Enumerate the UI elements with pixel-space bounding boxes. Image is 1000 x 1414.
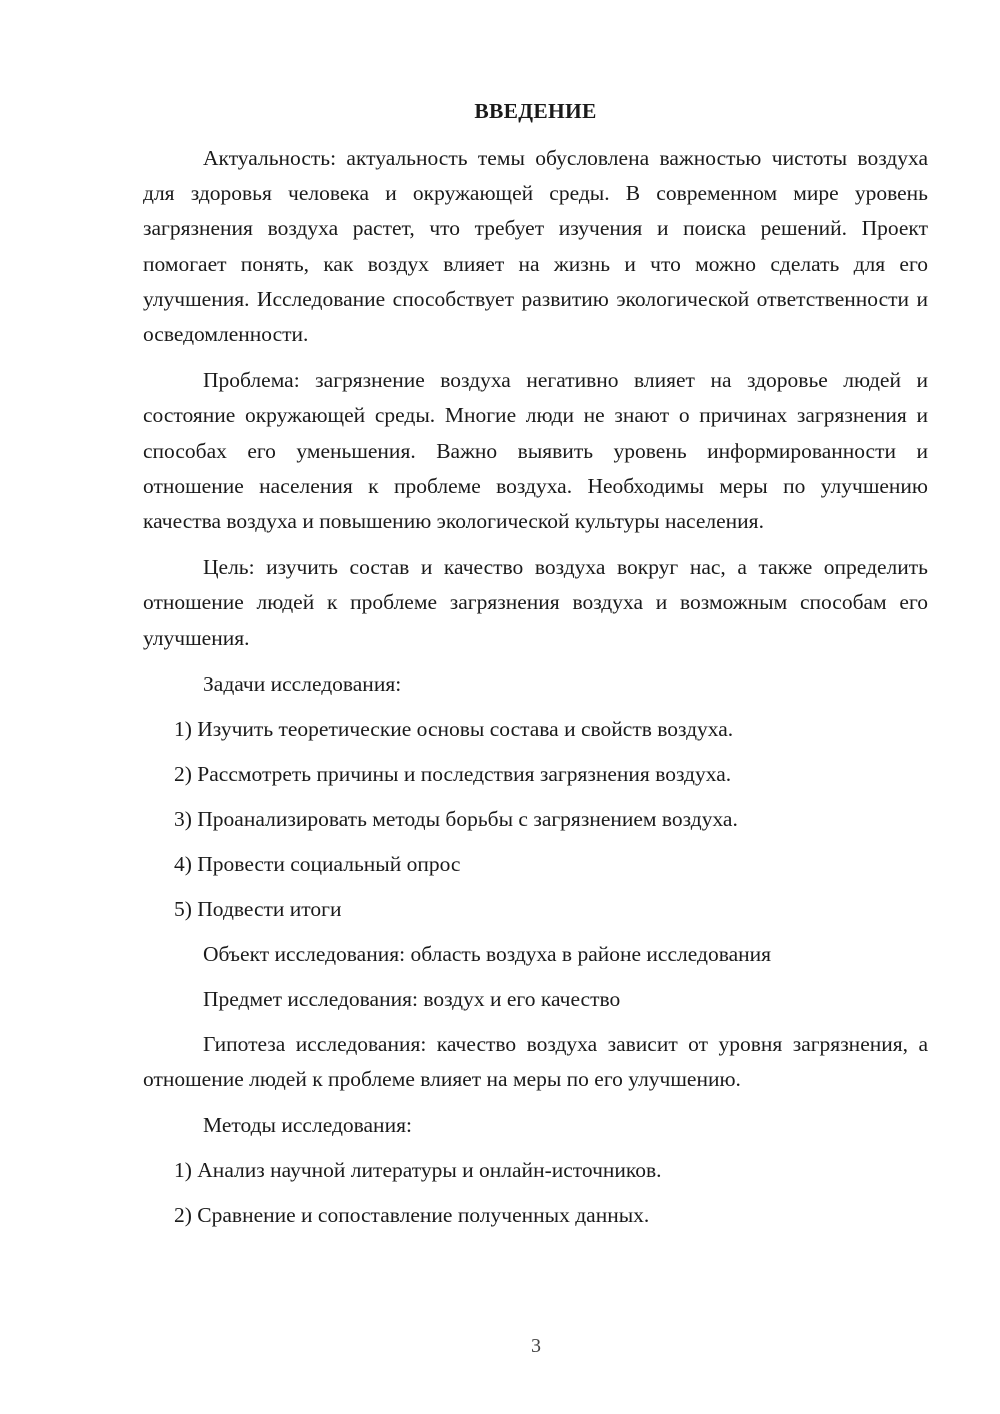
research-subject: Предмет исследования: воздух и его качество bbox=[203, 986, 621, 1011]
page-number: 3 bbox=[531, 1335, 541, 1357]
relevance-paragraph: Актуальность: актуальность темы обусловлена важностью чистоты воздуха для здоровья человека и окружающей среды. В современном мире уровень загрязнения воздуха растет, что требует изучения и поиска решений. Проект помогает понять, как воздух влияет на жизнь и что можно сделать для его улучшения. Исследование способствует развитию экологической ответственности и осведомленности. bbox=[143, 146, 928, 347]
task-item-2: 2) Рассмотреть причины и последствия загрязнения воздуха. bbox=[174, 761, 732, 786]
section-title: ВВЕДЕНИЕ bbox=[474, 99, 597, 123]
goal-paragraph: Цель: изучить состав и качество воздуха вокруг нас, а также определить отношение людей к проблеме загрязнения воздуха и возможным способам его улучшения. bbox=[143, 555, 928, 650]
method-item-2: 2) Сравнение и сопоставление полученных данных. bbox=[174, 1203, 650, 1228]
method-item-1: 1) Анализ научной литературы и онлайн-источников. bbox=[174, 1158, 662, 1183]
page-content bbox=[143, 94, 928, 1243]
research-object: Объект исследования: область воздуха в районе исследования bbox=[203, 941, 772, 966]
methods-heading: Методы исследования: bbox=[203, 1113, 412, 1138]
tasks-heading: Задачи исследования: bbox=[203, 671, 402, 696]
task-item-1: 1) Изучить теоретические основы состава и свойств воздуха. bbox=[174, 716, 734, 741]
task-item-4: 4) Провести социальный опрос bbox=[174, 851, 461, 876]
task-item-3: 3) Проанализировать методы борьбы с загрязнением воздуха. bbox=[174, 806, 738, 831]
problem-paragraph: Проблема: загрязнение воздуха негативно влияет на здоровье людей и состояние окружающей среды. Многие люди не знают о причинах загрязнения и способах его уменьшения. Важно выявить уровень информированности и отношение населения к проблеме воздуха. Необходимы меры по улучшению качества воздуха и повышению экологической культуры населения. bbox=[143, 368, 928, 534]
task-item-5: 5) Подвести итоги bbox=[174, 896, 342, 921]
hypothesis-paragraph: Гипотеза исследования: качество воздуха зависит от уровня загрязнения, а отношение людей к проблеме влияет на меры по его улучшению. bbox=[143, 1031, 928, 1092]
